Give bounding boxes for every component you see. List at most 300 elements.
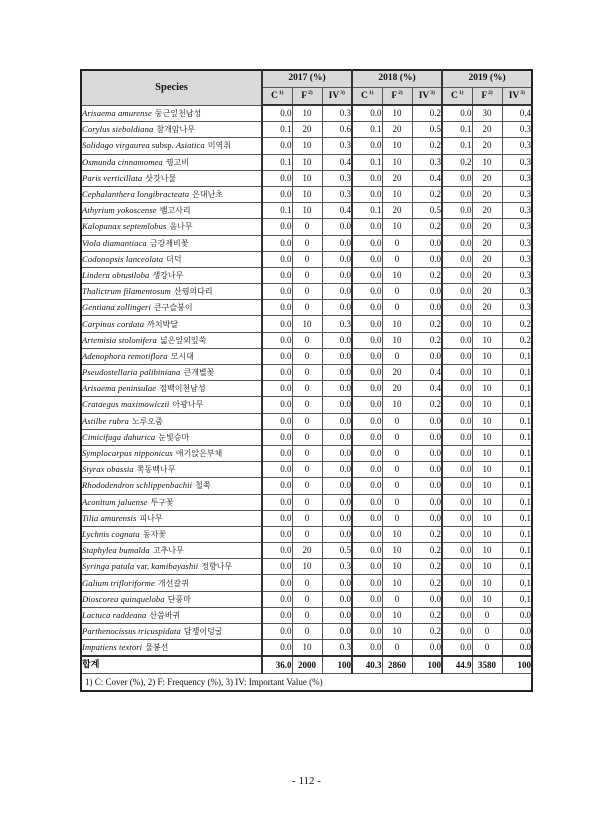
value-cell: 0 [292,381,322,397]
value-cell: 0.3 [322,170,352,186]
value-cell: 0.0 [262,300,292,316]
value-cell: 0.0 [352,543,382,559]
species-cell [81,591,262,607]
value-cell: 0.0 [322,267,352,283]
value-cell: 0.0 [442,203,472,219]
value-cell: 0.0 [352,624,382,640]
page-number: - 112 - [292,775,321,787]
metric-header-frequency [382,88,412,106]
table-row [81,316,532,332]
metric-label: C [451,90,458,101]
total-value-cell: 100 [502,656,532,674]
total-label: 합계 [81,656,262,674]
value-cell: 0.2 [412,543,442,559]
total-value-cell: 40.3 [352,656,382,674]
value-cell: 0.3 [502,235,532,251]
value-cell: 0.0 [412,235,442,251]
value-cell: 0.0 [322,219,352,235]
infraspecific-name: kamibayashii [151,561,199,572]
value-cell: 0.0 [352,381,382,397]
scientific-name: Viola diamantiaca [82,237,147,248]
species-cell [81,105,262,122]
value-cell: 0.1 [502,413,532,429]
value-cell: 0.0 [322,494,352,510]
species-cell [81,494,262,510]
table-row [81,332,532,348]
value-cell: 0 [292,267,322,283]
footnote-marker: 1) [458,89,464,96]
value-cell: 0.0 [442,445,472,461]
total-row [81,656,532,674]
value-cell: 0.0 [442,607,472,623]
korean-name: 산꿩의다리 [173,287,213,297]
korean-name: 까치박달 [147,319,179,329]
value-cell: 10 [472,478,502,494]
table-row [81,478,532,494]
table-row [81,559,532,575]
value-cell: 0.0 [262,170,292,186]
infraspecific-name: Asiatica [175,140,205,151]
header-row-years [81,70,532,88]
species-cell [81,624,262,640]
value-cell: 0 [292,624,322,640]
value-cell: 10 [472,445,502,461]
value-cell: 0.0 [322,348,352,364]
value-cell: 0.0 [352,494,382,510]
value-cell: 10 [472,494,502,510]
value-cell: 0.0 [322,510,352,526]
value-cell: 20 [382,203,412,219]
value-cell: 10 [472,429,502,445]
total-value-cell: 2000 [292,656,322,674]
scientific-name: Corylus sieboldiana [82,124,154,135]
value-cell: 0.0 [412,348,442,364]
species-cell [81,332,262,348]
value-cell: 0.0 [352,105,382,122]
value-cell: 0.0 [442,462,472,478]
korean-name: 큰개별꽃 [183,368,215,378]
metric-label: F [301,90,308,101]
value-cell: 0.0 [352,300,382,316]
value-cell: 0 [472,624,502,640]
korean-name: 물봉선 [145,643,169,653]
value-cell: 0.0 [262,332,292,348]
value-cell: 0.0 [322,462,352,478]
scientific-name: Adenophora remotiflora [82,350,168,361]
value-cell: 10 [472,575,502,591]
value-cell: 0.0 [322,332,352,348]
scientific-name: Arisaema peninsulae [82,383,157,394]
value-cell: 0.3 [502,170,532,186]
value-cell: 0.0 [262,267,292,283]
value-cell: 0.0 [352,607,382,623]
value-cell: 10 [292,105,322,122]
value-cell: 20 [382,122,412,138]
value-cell: 0.0 [322,284,352,300]
scientific-name: Staphylea bumalda [82,545,150,556]
value-cell: 0.0 [442,219,472,235]
value-cell: 0.0 [412,640,442,657]
korean-name: 노루오줌 [131,416,163,426]
value-cell: 0.0 [412,478,442,494]
value-cell: 0 [382,462,412,478]
value-cell: 0.1 [502,381,532,397]
species-cell [81,316,262,332]
species-cell [81,267,262,283]
footnote-marker: 2) [308,89,313,96]
value-cell: 0.0 [442,381,472,397]
value-cell: 20 [472,122,502,138]
value-cell: 0.0 [322,397,352,413]
value-cell: 0.0 [262,138,292,154]
scientific-name: Osmunda cinnamomea [82,156,163,167]
species-cell [81,251,262,267]
value-cell: 0.0 [262,478,292,494]
value-cell: 0.0 [412,494,442,510]
value-cell: 0.0 [442,251,472,267]
species-cell [81,154,262,170]
value-cell: 10 [382,332,412,348]
korean-name: 눈빛승마 [158,432,190,442]
korean-name: 동자꽃 [142,529,166,539]
metric-header-frequency [472,88,502,106]
value-cell: 10 [472,348,502,364]
value-cell: 0.4 [412,365,442,381]
value-cell: 0.0 [442,316,472,332]
value-cell: 0.0 [442,575,472,591]
value-cell: 0.0 [352,235,382,251]
value-cell: 0.0 [322,445,352,461]
year-header-2018: 2018 (%) [352,70,442,88]
value-cell: 0.2 [502,316,532,332]
scientific-name: Codonopsis lanceolata [82,253,164,264]
footnote-marker: 3) [520,89,525,96]
value-cell: 0.0 [502,607,532,623]
value-cell: 10 [292,640,322,657]
scientific-name: Cimicifuga dahurica [82,431,156,442]
value-cell: 0.3 [322,186,352,202]
metric-header-importance-value [412,88,442,106]
value-cell: 0 [292,235,322,251]
korean-name: 미역취 [207,141,231,151]
total-value-cell: 44.9 [442,656,472,674]
species-cell [81,559,262,575]
value-cell: 20 [472,300,502,316]
korean-name: 고추나무 [152,546,184,556]
value-cell: 0 [382,478,412,494]
metric-label: F [481,90,488,101]
value-cell: 0.0 [262,381,292,397]
value-cell: 10 [382,624,412,640]
species-cell [81,445,262,461]
value-cell: 0 [292,445,322,461]
value-cell: 10 [382,316,412,332]
table-row [81,640,532,657]
value-cell: 0 [382,251,412,267]
year-header-2019: 2019 (%) [442,70,532,88]
value-cell: 20 [472,267,502,283]
value-cell: 0.0 [442,526,472,542]
value-cell: 0.0 [442,494,472,510]
value-cell: 0.0 [262,316,292,332]
value-cell: 0.1 [502,543,532,559]
korean-name: 투구꽃 [150,497,174,507]
value-cell: 0.1 [502,462,532,478]
korean-name: 모시대 [170,351,194,361]
value-cell: 0.0 [412,445,442,461]
value-cell: 0.0 [352,219,382,235]
korean-name: 담쟁이덩굴 [183,627,223,637]
value-cell: 0.0 [352,429,382,445]
value-cell: 0.0 [262,462,292,478]
species-cell [81,284,262,300]
value-cell: 0.0 [502,624,532,640]
value-cell: 20 [382,170,412,186]
scientific-name: Solidago virgaurea [82,140,150,151]
value-cell: 0.0 [352,138,382,154]
total-value-cell: 100 [412,656,442,674]
footnote-row [81,674,532,692]
value-cell: 0.0 [442,591,472,607]
value-cell: 0.0 [412,251,442,267]
value-cell: 0.0 [262,559,292,575]
korean-name: 정향나무 [201,562,233,572]
korean-name: 뱀고사리 [159,206,191,216]
value-cell: 0 [382,300,412,316]
value-cell: 0 [292,526,322,542]
value-cell: 0.2 [412,332,442,348]
value-cell: 0.0 [442,640,472,657]
scientific-name: Athyrium yokoscense [82,205,157,216]
scientific-name: Astilbe rubra [82,415,129,426]
scientific-name: Gentiana zollingeri [82,302,151,313]
value-cell: 0 [382,429,412,445]
value-cell: 0.0 [412,429,442,445]
value-cell: 0.2 [412,105,442,122]
value-cell: 10 [292,203,322,219]
species-cell [81,478,262,494]
table-row [81,494,532,510]
value-cell: 20 [472,219,502,235]
korean-name: 둥근잎천남성 [154,108,202,118]
value-cell: 0.5 [322,543,352,559]
value-cell: 10 [292,559,322,575]
table-row [81,526,532,542]
value-cell: 0 [382,284,412,300]
value-cell: 0.0 [262,591,292,607]
korean-name: 넓은잎외잎쑥 [159,335,207,345]
korean-name: 애기앉은부채 [175,449,223,459]
value-cell: 0.0 [352,526,382,542]
value-cell: 0.0 [322,575,352,591]
value-cell: 0.4 [322,154,352,170]
value-cell: 0.0 [322,591,352,607]
table-row [81,348,532,364]
value-cell: 0.0 [262,624,292,640]
value-cell: 0.0 [322,251,352,267]
value-cell: 0.0 [442,267,472,283]
value-cell: 0.3 [322,138,352,154]
total-value-cell: 2860 [382,656,412,674]
value-cell: 0.4 [412,381,442,397]
species-cell [81,186,262,202]
species-cell [81,607,262,623]
value-cell: 10 [472,332,502,348]
value-cell: 20 [472,284,502,300]
value-cell: 0.1 [502,397,532,413]
scientific-name: Dioscorea quinqueloba [82,593,165,604]
value-cell: 0.0 [352,445,382,461]
value-cell: 20 [382,365,412,381]
table-row [81,397,532,413]
value-cell: 0 [382,510,412,526]
value-cell: 20 [472,138,502,154]
value-cell: 0.6 [322,122,352,138]
value-cell: 10 [292,186,322,202]
value-cell: 0.1 [502,526,532,542]
value-cell: 20 [382,381,412,397]
species-cell [81,300,262,316]
value-cell: 0.0 [412,300,442,316]
value-cell: 0 [292,462,322,478]
year-header-2017: 2017 (%) [262,70,352,88]
metric-header-cover [352,88,382,106]
scientific-name: Lychnis cognata [82,528,140,539]
metric-label: C [361,90,368,101]
value-cell: 0.1 [502,429,532,445]
species-cell [81,170,262,186]
table-row [81,429,532,445]
value-cell: 0.1 [262,154,292,170]
species-cell [81,397,262,413]
rank-qualifier: var. [136,561,150,572]
value-cell: 0 [382,591,412,607]
korean-name: 참개암나무 [156,125,196,135]
table-row [81,219,532,235]
metric-header-frequency [292,88,322,106]
value-cell: 0.0 [352,251,382,267]
value-cell: 0 [382,235,412,251]
value-cell: 0.0 [322,526,352,542]
value-cell: 0 [382,445,412,461]
value-cell: 0.0 [262,284,292,300]
value-cell: 0.0 [352,316,382,332]
value-cell: 10 [382,138,412,154]
value-cell: 0 [292,300,322,316]
value-cell: 0.0 [442,348,472,364]
value-cell: 0.0 [442,300,472,316]
value-cell: 0 [292,365,322,381]
korean-name: 큰구슬붕이 [153,303,193,313]
value-cell: 20 [472,235,502,251]
value-cell: 20 [472,203,502,219]
species-cell [81,219,262,235]
value-cell: 10 [382,526,412,542]
metric-header-importance-value [322,88,352,106]
value-cell: 0.3 [502,267,532,283]
korean-name: 점백이천남성 [159,384,206,394]
value-cell: 0.0 [442,332,472,348]
value-cell: 10 [292,316,322,332]
value-cell: 0 [292,284,322,300]
value-cell: 0.0 [262,494,292,510]
value-cell: 0.0 [412,591,442,607]
value-cell: 0.3 [502,251,532,267]
value-cell: 0.0 [412,510,442,526]
value-cell: 0.0 [412,462,442,478]
value-cell: 0.0 [352,478,382,494]
scientific-name: Carpinus cordata [82,318,145,329]
value-cell: 0 [292,219,322,235]
value-cell: 0 [292,332,322,348]
species-cell [81,365,262,381]
value-cell: 10 [382,267,412,283]
scientific-name: Tilia amurensis [82,512,137,523]
metric-label: F [391,90,398,101]
table-row [81,543,532,559]
value-cell: 0.5 [412,203,442,219]
species-cell [81,526,262,542]
value-cell: 0.3 [502,203,532,219]
korean-name: 생강나무 [152,270,184,280]
value-cell: 0.2 [412,316,442,332]
table-row [81,365,532,381]
table-row [81,154,532,170]
metric-label: IV [328,90,340,101]
value-cell: 0.0 [352,365,382,381]
value-cell: 0 [292,348,322,364]
value-cell: 10 [292,170,322,186]
value-cell: 0.0 [262,413,292,429]
table-row [81,607,532,623]
table-row [81,462,532,478]
value-cell: 0.0 [322,624,352,640]
total-value-cell: 100 [322,656,352,674]
value-cell: 0.0 [502,640,532,657]
species-cell [81,235,262,251]
value-cell: 0.2 [442,154,472,170]
value-cell: 0.1 [502,559,532,575]
value-cell: 0.0 [322,429,352,445]
value-cell: 0.0 [262,219,292,235]
total-value-cell: 3580 [472,656,502,674]
value-cell: 0.0 [352,348,382,364]
value-cell: 10 [472,462,502,478]
value-cell: 0.2 [412,397,442,413]
value-cell: 0.3 [502,122,532,138]
value-cell: 10 [472,526,502,542]
korean-name: 더덕 [166,254,182,264]
korean-name: 피나무 [139,513,163,523]
value-cell: 0.0 [442,510,472,526]
korean-name: 아광나무 [172,400,204,410]
table-row [81,300,532,316]
table-row [81,235,532,251]
metric-header-importance-value [502,88,532,106]
value-cell: 10 [382,575,412,591]
value-cell: 20 [472,251,502,267]
value-cell: 0.3 [322,105,352,122]
value-cell: 0.3 [412,154,442,170]
scientific-name: Parthenocissus tricuspidata [82,626,181,637]
value-cell: 0.4 [502,105,532,122]
value-cell: 0.0 [322,300,352,316]
korean-name: 은대난초 [192,190,224,200]
value-cell: 0.0 [352,510,382,526]
value-cell: 0.0 [352,559,382,575]
metric-header-cover [262,88,292,106]
value-cell: 0.3 [502,284,532,300]
